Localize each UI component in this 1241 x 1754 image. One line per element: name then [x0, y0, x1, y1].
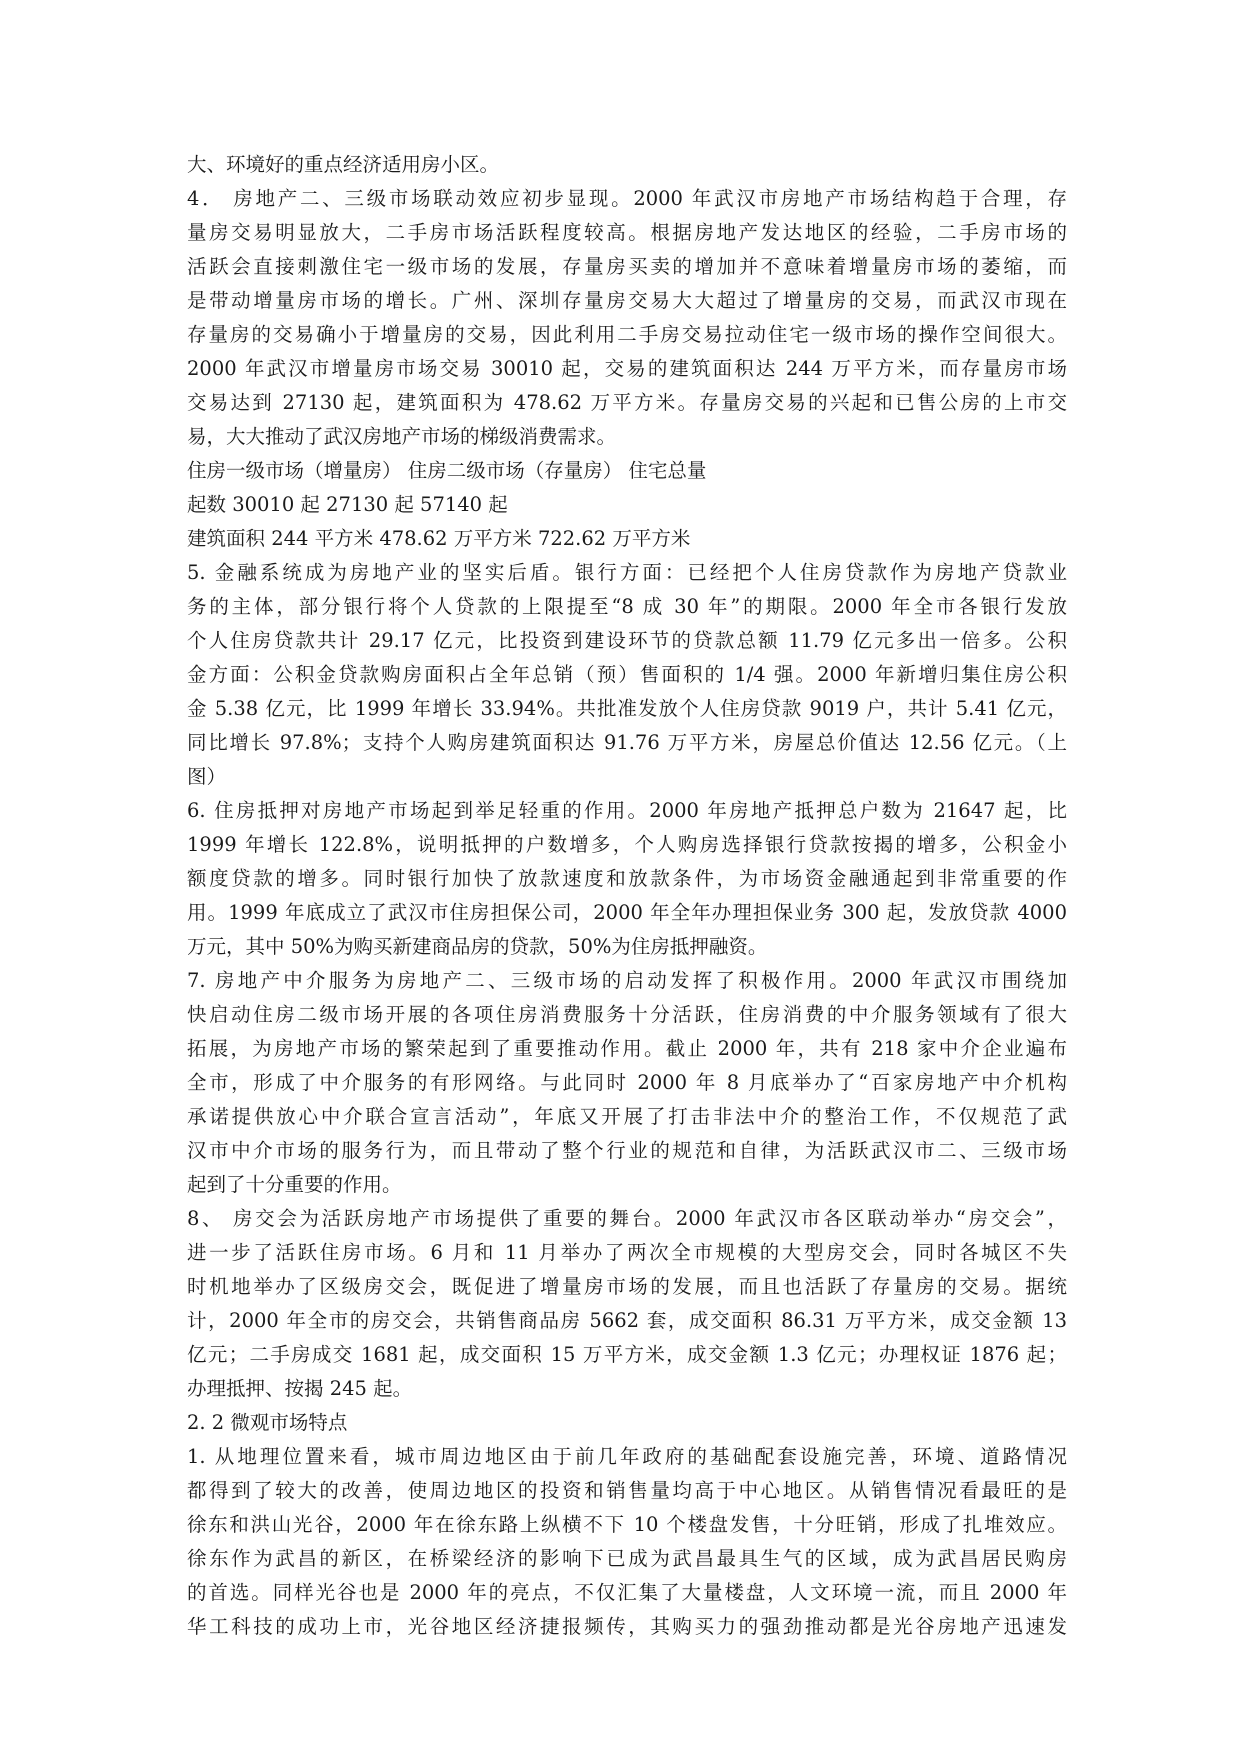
text-line: 全市，形成了中介服务的有形网络。与此同时 2000 年 8 月底举办了“百家房地产中介机构	[187, 1071, 1067, 1094]
text-line: 易，大大推动了武汉房地产市场的梯级消费需求。	[187, 425, 617, 448]
text-line: 额度贷款的增多。同时银行加快了放款速度和放款条件，为市场资金融通起到非常重要的作	[187, 867, 1067, 890]
text-line: 图）	[187, 765, 227, 788]
text-line: 个人住房贷款共计 29.17 亿元，比投资到建设环节的贷款总额 11.79 亿元多出一倍多。公积	[187, 629, 1067, 652]
text-line: 的首选。同样光谷也是 2000 年的亮点，不仅汇集了大量楼盘，人文环境一流，而且 2000 年	[187, 1581, 1067, 1604]
text-line: 汉市中介市场的服务行为，而且带动了整个行业的规范和自律，为活跃武汉市二、三级市场	[187, 1139, 1067, 1162]
text-line: 4． 房地产二、三级市场联动效应初步显现。2000 年武汉市房地产市场结构趋于合理，存	[187, 187, 1067, 210]
text-line: 拓展，为房地产市场的繁荣起到了重要推动作用。截止 2000 年，共有 218 家中介企业遍布	[187, 1037, 1067, 1060]
text-line: 进一步了活跃住房市场。6 月和 11 月举办了两次全市规模的大型房交会，同时各城区不失	[187, 1241, 1067, 1264]
text-line: 5. 金融系统成为房地产业的坚实后盾。银行方面：已经把个人住房贷款作为房地产贷款业	[187, 561, 1067, 584]
text-line: 存量房的交易确小于增量房的交易，因此利用二手房交易拉动住宅一级市场的操作空间很大。	[187, 323, 1067, 346]
text-line: 7. 房地产中介服务为房地产二、三级市场的启动发挥了积极作用。2000 年武汉市围绕加	[187, 969, 1067, 992]
text-line: 承诺提供放心中介联合宣言活动”，年底又开展了打击非法中介的整治工作，不仅规范了武	[187, 1105, 1067, 1128]
text-line: 快启动住房二级市场开展的各项住房消费服务十分活跃，住房消费的中介服务领域有了很大	[187, 1003, 1067, 1026]
text-line: 万元，其中 50%为购买新建商品房的贷款，50%为住房抵押融资。	[187, 935, 768, 958]
text-line: 大、环境好的重点经济适用房小区。	[187, 153, 500, 176]
text-line: 华工科技的成功上市，光谷地区经济捷报频传，其购买力的强劲推动都是光谷房地产迅速发	[187, 1615, 1067, 1638]
text-line: 8、 房交会为活跃房地产市场提供了重要的舞台。2000 年武汉市各区联动举办“房交会”，	[187, 1207, 1067, 1230]
text-line: 计，2000 年全市的房交会，共销售商品房 5662 套，成交面积 86.31 万平方米，成交金额 13	[187, 1309, 1067, 1332]
text-line: 同比增长 97.8%；支持个人购房建筑面积达 91.76 万平方米，房屋总价值达 12.56 亿元。（上	[187, 731, 1067, 754]
text-line: 金方面：公积金贷款购房面积占全年总销（预）售面积的 1/4 强。2000 年新增归集住房公积	[187, 663, 1067, 686]
text-line: 住房一级市场（增量房） 住房二级市场（存量房） 住宅总量	[187, 459, 707, 482]
text-line: 6. 住房抵押对房地产市场起到举足轻重的作用。2000 年房地产抵押总户数为 21647 起，比	[187, 799, 1067, 822]
text-line: 起数 30010 起 27130 起 57140 起	[187, 493, 508, 516]
text-line: 1. 从地理位置来看，城市周边地区由于前几年政府的基础配套设施完善，环境、道路情况	[187, 1445, 1067, 1468]
text-line: 2. 2 微观市场特点	[187, 1411, 348, 1434]
text-line: 亿元；二手房成交 1681 起，成交面积 15 万平方米，成交金额 1.3 亿元；办理权证 1876 起；	[187, 1343, 1067, 1366]
text-line: 用。1999 年底成立了武汉市住房担保公司，2000 年全年办理担保业务 300 起，发放贷款 4000	[187, 901, 1067, 924]
text-line: 办理抵押、按揭 245 起。	[187, 1377, 413, 1400]
text-line: 时机地举办了区级房交会，既促进了增量房市场的发展，而且也活跃了存量房的交易。据统	[187, 1275, 1067, 1298]
text-line: 起到了十分重要的作用。	[187, 1173, 402, 1196]
text-line: 建筑面积 244 平方米 478.62 万平方米 722.62 万平方米	[187, 527, 691, 550]
text-line: 是带动增量房市场的增长。广州、深圳存量房交易大大超过了增量房的交易，而武汉市现在	[187, 289, 1067, 312]
text-line: 徐东和洪山光谷，2000 年在徐东路上纵横不下 10 个楼盘发售，十分旺销，形成了扎堆效应。	[187, 1513, 1067, 1536]
text-line: 交易达到 27130 起，建筑面积为 478.62 万平方米。存量房交易的兴起和已售公房的上市交	[187, 391, 1067, 414]
text-line: 都得到了较大的改善，使周边地区的投资和销售量均高于中心地区。从销售情况看最旺的是	[187, 1479, 1067, 1502]
document-body	[187, 148, 1067, 1644]
text-line: 量房交易明显放大，二手房市场活跃程度较高。根据房地产发达地区的经验，二手房市场的	[187, 221, 1067, 244]
text-line: 活跃会直接刺激住宅一级市场的发展，存量房买卖的增加并不意味着增量房市场的萎缩，而	[187, 255, 1067, 278]
text-line: 徐东作为武昌的新区，在桥梁经济的影响下已成为武昌最具生气的区域，成为武昌居民购房	[187, 1547, 1067, 1570]
text-line: 金 5.38 亿元，比 1999 年增长 33.94%。共批准发放个人住房贷款 9019 户，共计 5.41 亿元，	[187, 697, 1067, 720]
text-line: 2000 年武汉市增量房市场交易 30010 起，交易的建筑面积达 244 万平方米，而存量房市场	[187, 357, 1067, 380]
text-line: 1999 年增长 122.8%，说明抵押的户数增多，个人购房选择银行贷款按揭的增多，公积金小	[187, 833, 1067, 856]
text-line: 务的主体，部分银行将个人贷款的上限提至“8 成 30 年”的期限。2000 年全市各银行发放	[187, 595, 1067, 618]
